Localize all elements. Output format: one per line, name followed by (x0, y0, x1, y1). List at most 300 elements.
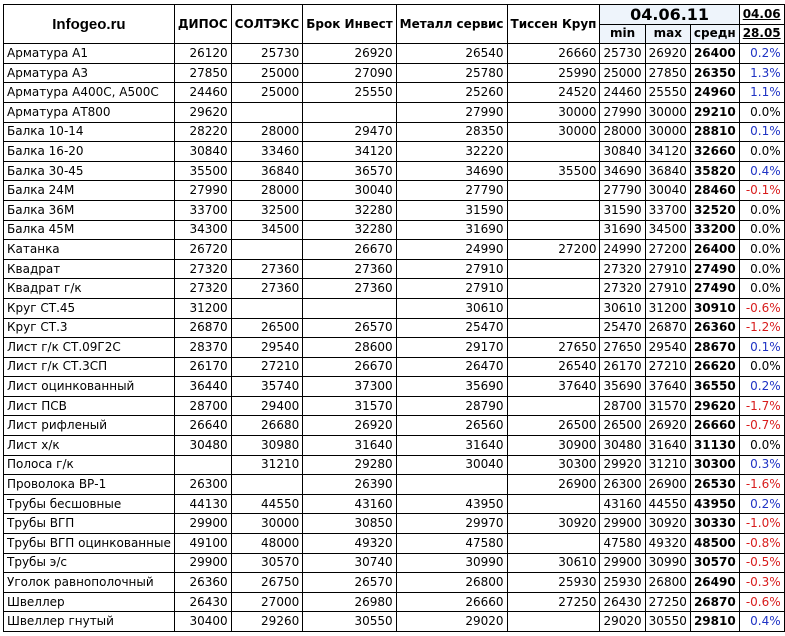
price-avg: 36550 (690, 377, 739, 397)
price-thyssen: 25930 (507, 573, 600, 593)
price-max: 49320 (645, 534, 690, 554)
price-metall: 31640 (396, 436, 507, 456)
table-row (4, 592, 785, 612)
product-name: Арматура АТ800 (4, 102, 175, 122)
price-dipos: 27320 (174, 259, 231, 279)
price-dipos: 26430 (174, 592, 231, 612)
price-metall: 34690 (396, 161, 507, 181)
price-metall: 24990 (396, 240, 507, 260)
price-max: 31200 (645, 298, 690, 318)
price-change: 0.2% (739, 377, 784, 397)
price-thyssen (507, 494, 600, 514)
price-dipos: 35500 (174, 161, 231, 181)
max-header: max (645, 24, 690, 44)
price-min: 27320 (600, 259, 645, 279)
price-dipos: 29900 (174, 514, 231, 534)
table-row (4, 494, 785, 514)
price-change: -1.7% (739, 396, 784, 416)
product-name: Трубы ВГП (4, 514, 175, 534)
price-dipos: 28700 (174, 396, 231, 416)
price-soltex: 30570 (231, 553, 303, 573)
price-metall: 28790 (396, 396, 507, 416)
price-metall: 29970 (396, 514, 507, 534)
header-row-top (4, 5, 785, 25)
price-max: 27210 (645, 357, 690, 377)
change-date-top: 04.06 (739, 5, 784, 25)
price-max: 27910 (645, 279, 690, 299)
price-avg: 26350 (690, 63, 739, 83)
price-brok: 31640 (303, 436, 396, 456)
price-soltex: 28000 (231, 181, 303, 201)
table-row (4, 396, 785, 416)
price-thyssen: 30610 (507, 553, 600, 573)
price-metall: 26660 (396, 592, 507, 612)
price-min: 29920 (600, 455, 645, 475)
price-min: 26170 (600, 357, 645, 377)
price-thyssen: 26660 (507, 44, 600, 64)
table-row (4, 181, 785, 201)
price-soltex (231, 102, 303, 122)
price-brok: 26570 (303, 318, 396, 338)
price-change: 0.0% (739, 200, 784, 220)
price-avg: 32520 (690, 200, 739, 220)
price-thyssen: 30000 (507, 122, 600, 142)
price-thyssen: 27650 (507, 338, 600, 358)
product-name: Лист ПСВ (4, 396, 175, 416)
price-min: 43160 (600, 494, 645, 514)
price-dipos: 26360 (174, 573, 231, 593)
price-dipos: 24460 (174, 83, 231, 103)
price-dipos: 26120 (174, 44, 231, 64)
price-avg: 30570 (690, 553, 739, 573)
price-max: 27250 (645, 592, 690, 612)
brand-title: Infogeo.ru (4, 5, 175, 44)
price-avg: 30910 (690, 298, 739, 318)
table-row (4, 338, 785, 358)
price-change: 0.0% (739, 279, 784, 299)
price-max: 30990 (645, 553, 690, 573)
price-change: -0.8% (739, 534, 784, 554)
price-dipos: 34300 (174, 220, 231, 240)
price-thyssen: 30300 (507, 455, 600, 475)
price-change: 0.4% (739, 161, 784, 181)
min-header: min (600, 24, 645, 44)
price-min: 35690 (600, 377, 645, 397)
product-name: Швеллер (4, 592, 175, 612)
product-name: Полоса г/к (4, 455, 175, 475)
price-dipos: 33700 (174, 200, 231, 220)
table-row (4, 63, 785, 83)
price-min: 25000 (600, 63, 645, 83)
table-row (4, 83, 785, 103)
product-name: Круг СТ.3 (4, 318, 175, 338)
price-soltex: 48000 (231, 534, 303, 554)
product-name: Трубы ВГП оцинкованные (4, 534, 175, 554)
price-dipos: 27850 (174, 63, 231, 83)
table-row (4, 534, 785, 554)
price-brok: 32280 (303, 220, 396, 240)
price-max: 27910 (645, 259, 690, 279)
price-max: 25550 (645, 83, 690, 103)
price-avg: 27490 (690, 259, 739, 279)
price-soltex: 27360 (231, 259, 303, 279)
price-change: 0.0% (739, 142, 784, 162)
price-dipos: 36440 (174, 377, 231, 397)
product-name: Круг СТ.45 (4, 298, 175, 318)
price-change: -0.3% (739, 573, 784, 593)
price-max: 26870 (645, 318, 690, 338)
price-metall: 29020 (396, 612, 507, 632)
price-brok: 43160 (303, 494, 396, 514)
price-thyssen (507, 259, 600, 279)
price-avg: 29620 (690, 396, 739, 416)
price-soltex: 30000 (231, 514, 303, 534)
table-row (4, 240, 785, 260)
product-name: Квадрат г/к (4, 279, 175, 299)
product-name: Лист г/к СТ.09Г2С (4, 338, 175, 358)
price-avg: 48500 (690, 534, 739, 554)
price-avg: 28670 (690, 338, 739, 358)
price-soltex: 25000 (231, 83, 303, 103)
price-brok: 26390 (303, 475, 396, 495)
price-brok (303, 102, 396, 122)
price-thyssen (507, 181, 600, 201)
price-avg: 31130 (690, 436, 739, 456)
price-max: 26900 (645, 475, 690, 495)
price-min: 30840 (600, 142, 645, 162)
price-table (3, 4, 785, 632)
price-max: 37640 (645, 377, 690, 397)
price-thyssen: 35500 (507, 161, 600, 181)
price-min: 29900 (600, 553, 645, 573)
price-min: 25470 (600, 318, 645, 338)
table-row (4, 259, 785, 279)
price-max: 26920 (645, 416, 690, 436)
price-change: 1.1% (739, 83, 784, 103)
supplier-header-brok: Брок Инвест (303, 5, 396, 44)
price-thyssen (507, 318, 600, 338)
price-avg: 26620 (690, 357, 739, 377)
price-brok: 37300 (303, 377, 396, 397)
price-soltex: 36840 (231, 161, 303, 181)
price-soltex: 28000 (231, 122, 303, 142)
price-metall: 32220 (396, 142, 507, 162)
price-dipos: 30840 (174, 142, 231, 162)
price-avg: 28460 (690, 181, 739, 201)
price-max: 36840 (645, 161, 690, 181)
price-dipos: 30480 (174, 436, 231, 456)
price-soltex: 26500 (231, 318, 303, 338)
product-name: Лист х/к (4, 436, 175, 456)
price-soltex (231, 475, 303, 495)
price-min: 30610 (600, 298, 645, 318)
table-row (4, 553, 785, 573)
price-change: 0.0% (739, 102, 784, 122)
table-row (4, 514, 785, 534)
price-brok: 30740 (303, 553, 396, 573)
price-dipos: 31200 (174, 298, 231, 318)
price-change: -0.7% (739, 416, 784, 436)
price-max: 30040 (645, 181, 690, 201)
price-metall: 27910 (396, 279, 507, 299)
table-row (4, 122, 785, 142)
product-name: Катанка (4, 240, 175, 260)
price-soltex: 26680 (231, 416, 303, 436)
price-max: 31570 (645, 396, 690, 416)
table-row (4, 298, 785, 318)
price-max: 30550 (645, 612, 690, 632)
price-brok: 30550 (303, 612, 396, 632)
price-min: 28000 (600, 122, 645, 142)
price-change: 0.2% (739, 44, 784, 64)
price-brok: 29470 (303, 122, 396, 142)
price-change: 0.1% (739, 122, 784, 142)
price-metall: 29170 (396, 338, 507, 358)
price-brok: 28600 (303, 338, 396, 358)
supplier-header-soltex: СОЛТЭКС (231, 5, 303, 44)
price-avg: 28810 (690, 122, 739, 142)
price-avg: 26530 (690, 475, 739, 495)
price-metall: 31690 (396, 220, 507, 240)
price-brok: 34120 (303, 142, 396, 162)
price-max: 30000 (645, 102, 690, 122)
price-avg: 24960 (690, 83, 739, 103)
table-row (4, 357, 785, 377)
price-thyssen (507, 298, 600, 318)
price-thyssen (507, 396, 600, 416)
price-min: 24990 (600, 240, 645, 260)
price-change: 0.0% (739, 220, 784, 240)
price-min: 27650 (600, 338, 645, 358)
price-soltex (231, 240, 303, 260)
price-brok: 26920 (303, 44, 396, 64)
price-soltex: 31210 (231, 455, 303, 475)
price-metall: 47580 (396, 534, 507, 554)
price-dipos: 28370 (174, 338, 231, 358)
price-brok: 27090 (303, 63, 396, 83)
table-row (4, 318, 785, 338)
price-max: 26920 (645, 44, 690, 64)
product-name: Квадрат (4, 259, 175, 279)
price-soltex (231, 298, 303, 318)
price-thyssen: 26500 (507, 416, 600, 436)
product-name: Уголок равнополочный (4, 573, 175, 593)
product-name: Трубы бесшовные (4, 494, 175, 514)
product-name: Проволока ВР-1 (4, 475, 175, 495)
price-soltex: 34500 (231, 220, 303, 240)
price-thyssen (507, 200, 600, 220)
price-min: 26430 (600, 592, 645, 612)
price-thyssen: 30900 (507, 436, 600, 456)
price-thyssen: 26900 (507, 475, 600, 495)
price-soltex: 27360 (231, 279, 303, 299)
price-dipos: 27320 (174, 279, 231, 299)
price-brok: 27360 (303, 279, 396, 299)
table-row (4, 102, 785, 122)
price-thyssen (507, 142, 600, 162)
price-metall: 26470 (396, 357, 507, 377)
price-dipos: 28220 (174, 122, 231, 142)
price-min: 25930 (600, 573, 645, 593)
price-thyssen: 26540 (507, 357, 600, 377)
price-thyssen (507, 220, 600, 240)
price-max: 30000 (645, 122, 690, 142)
change-date-bottom: 28.05 (739, 24, 784, 44)
price-brok: 32280 (303, 200, 396, 220)
price-metall: 43950 (396, 494, 507, 514)
price-brok: 30040 (303, 181, 396, 201)
product-name: Балка 24М (4, 181, 175, 201)
price-metall: 25260 (396, 83, 507, 103)
price-thyssen: 27250 (507, 592, 600, 612)
price-brok: 31570 (303, 396, 396, 416)
price-dipos: 26170 (174, 357, 231, 377)
current-date-header: 04.06.11 (600, 5, 739, 25)
price-soltex: 26750 (231, 573, 303, 593)
price-avg: 30300 (690, 455, 739, 475)
price-metall: 31590 (396, 200, 507, 220)
price-change: 1.3% (739, 63, 784, 83)
price-avg: 26400 (690, 44, 739, 64)
table-row (4, 279, 785, 299)
price-avg: 26360 (690, 318, 739, 338)
price-min: 27790 (600, 181, 645, 201)
price-change: -0.6% (739, 298, 784, 318)
price-avg: 26660 (690, 416, 739, 436)
price-brok: 49320 (303, 534, 396, 554)
price-min: 29900 (600, 514, 645, 534)
price-min: 29020 (600, 612, 645, 632)
price-metall: 27790 (396, 181, 507, 201)
price-soltex: 29400 (231, 396, 303, 416)
product-name: Швеллер гнутый (4, 612, 175, 632)
price-change: 0.0% (739, 259, 784, 279)
price-max: 33700 (645, 200, 690, 220)
price-dipos: 49100 (174, 534, 231, 554)
price-avg: 33200 (690, 220, 739, 240)
price-avg: 29810 (690, 612, 739, 632)
price-min: 30480 (600, 436, 645, 456)
supplier-header-thyssen: Тиссен Круп (507, 5, 600, 44)
product-name: Балка 16-20 (4, 142, 175, 162)
price-min: 24460 (600, 83, 645, 103)
price-change: 0.1% (739, 338, 784, 358)
price-dipos: 29900 (174, 553, 231, 573)
price-metall: 30040 (396, 455, 507, 475)
price-brok: 27360 (303, 259, 396, 279)
price-brok: 26670 (303, 357, 396, 377)
price-metall: 26800 (396, 573, 507, 593)
price-thyssen: 27200 (507, 240, 600, 260)
price-metall: 35690 (396, 377, 507, 397)
price-avg: 35820 (690, 161, 739, 181)
price-soltex: 29260 (231, 612, 303, 632)
price-max: 27850 (645, 63, 690, 83)
price-change: 0.0% (739, 436, 784, 456)
price-dipos: 26640 (174, 416, 231, 436)
product-name: Арматура А1 (4, 44, 175, 64)
price-max: 29540 (645, 338, 690, 358)
price-metall: 30610 (396, 298, 507, 318)
table-row (4, 142, 785, 162)
product-name: Лист оцинкованный (4, 377, 175, 397)
price-avg: 26490 (690, 573, 739, 593)
price-max: 31210 (645, 455, 690, 475)
price-metall (396, 475, 507, 495)
price-min: 31690 (600, 220, 645, 240)
price-metall: 30990 (396, 553, 507, 573)
price-thyssen: 24520 (507, 83, 600, 103)
price-brok: 26670 (303, 240, 396, 260)
price-change: 0.4% (739, 612, 784, 632)
table-row (4, 436, 785, 456)
price-max: 30920 (645, 514, 690, 534)
table-row (4, 44, 785, 64)
price-thyssen (507, 612, 600, 632)
table-row (4, 475, 785, 495)
price-metall: 27910 (396, 259, 507, 279)
price-change: -1.6% (739, 475, 784, 495)
price-avg: 29210 (690, 102, 739, 122)
price-avg: 30330 (690, 514, 739, 534)
price-thyssen: 30000 (507, 102, 600, 122)
price-brok: 26980 (303, 592, 396, 612)
price-min: 25730 (600, 44, 645, 64)
table-row (4, 200, 785, 220)
price-min: 26500 (600, 416, 645, 436)
price-max: 44550 (645, 494, 690, 514)
product-name: Лист г/к СТ.3СП (4, 357, 175, 377)
price-soltex: 25730 (231, 44, 303, 64)
price-max: 26800 (645, 573, 690, 593)
table-row (4, 161, 785, 181)
price-thyssen: 37640 (507, 377, 600, 397)
price-soltex: 29540 (231, 338, 303, 358)
price-thyssen: 25990 (507, 63, 600, 83)
product-name: Балка 45М (4, 220, 175, 240)
table-row (4, 573, 785, 593)
price-brok: 25550 (303, 83, 396, 103)
price-max: 31640 (645, 436, 690, 456)
price-dipos: 29620 (174, 102, 231, 122)
price-change: 0.3% (739, 455, 784, 475)
product-name: Арматура А3 (4, 63, 175, 83)
price-brok: 36570 (303, 161, 396, 181)
price-brok: 26570 (303, 573, 396, 593)
price-thyssen (507, 279, 600, 299)
price-avg: 27490 (690, 279, 739, 299)
price-change: -0.6% (739, 592, 784, 612)
supplier-header-dipos: ДИПОС (174, 5, 231, 44)
price-soltex: 33460 (231, 142, 303, 162)
price-dipos: 44130 (174, 494, 231, 514)
price-metall: 26540 (396, 44, 507, 64)
avg-header: средн (690, 24, 739, 44)
price-dipos: 26870 (174, 318, 231, 338)
product-name: Арматура А400С, А500С (4, 83, 175, 103)
table-row (4, 416, 785, 436)
product-name: Балка 30-45 (4, 161, 175, 181)
price-brok (303, 298, 396, 318)
price-min: 31590 (600, 200, 645, 220)
price-brok: 26920 (303, 416, 396, 436)
price-metall: 26560 (396, 416, 507, 436)
price-min: 28700 (600, 396, 645, 416)
price-soltex: 27210 (231, 357, 303, 377)
price-min: 47580 (600, 534, 645, 554)
price-metall: 28350 (396, 122, 507, 142)
price-min: 26300 (600, 475, 645, 495)
